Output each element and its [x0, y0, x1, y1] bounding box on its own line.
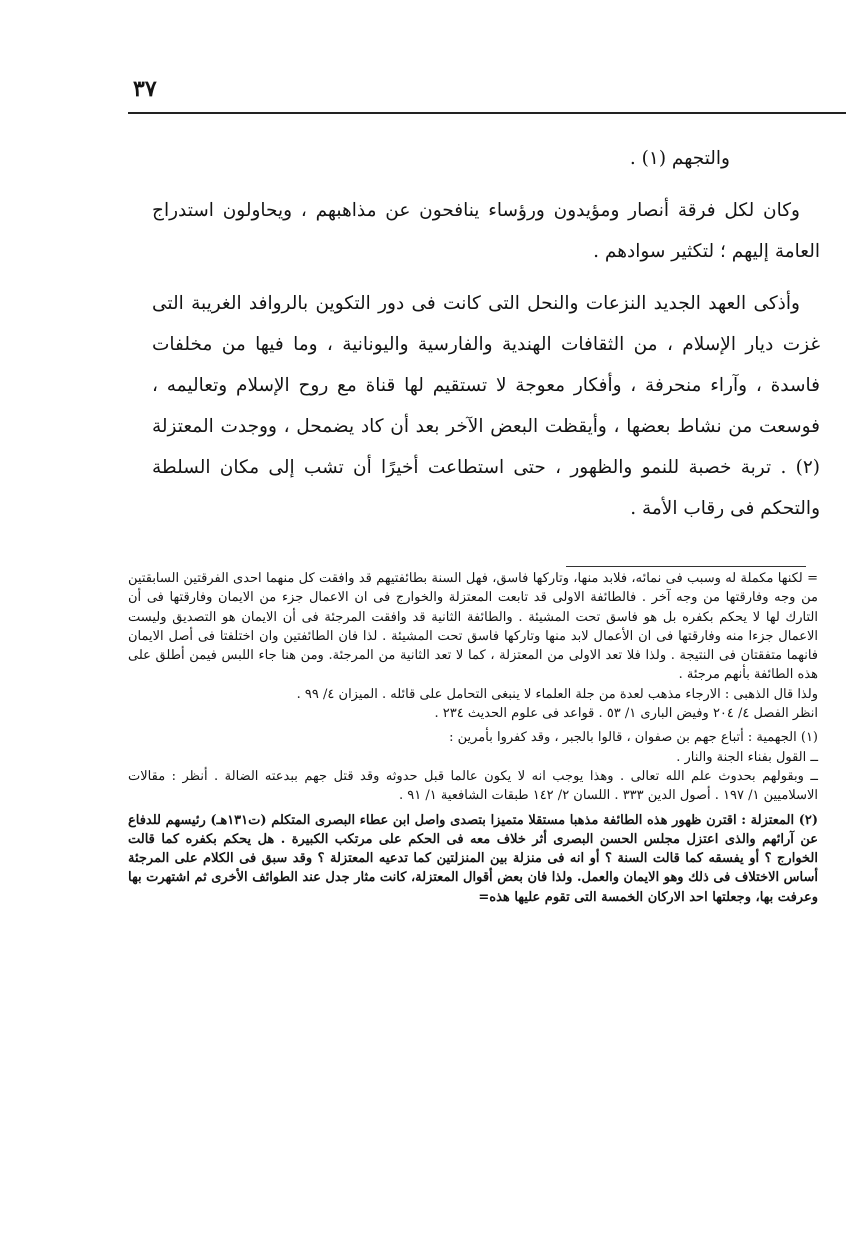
footnote-continuation: ولذا قال الذهبى : الارجاء مذهب لعدة من جلة العلماء لا ينبغى التحامل على قائله . الميزان ٤/ ٩٩ .: [296, 686, 818, 702]
body-paragraph: وأذكى العهد الجديد النزعات والنحل التى كانت فى دور التكوين بالروافد الغريبة التى غزت ديار الإسلام ، من الثقافات الهندية والفارسية واليونانية ، وما فيها من مخلفات فاسدة ، وآراء منحرفة ، وأفكار معوجة لا تستقيم لها قناة مع روح الإسلام وتعاليمه ، فوسعت من نشاط بعضها ، وأيقظت البعض الآخر بعد أن كاد يضمحل ، ووجدت المعتزلة (٢) . تربة خصبة للنمو والظهور ، حتى استطاعت أخيرًا أن تشب إلى مكان السلطة والتحكم فى رقاب الأمة .: [152, 293, 820, 519]
footnote-continuation: = لكنها مكملة له وسبب فى نمائه، فلابد منها، وتاركها فاسق، فهل السنة بطائفتيهم قد وافقت كل منهما احدى الفرقتين السابقتين من وجه وفارقتها من وجه آخر . فالطائفة الاولى قد تابعت المعتزلة والخوارج فى ان الاعمال جزء من الايمان وفارقتها فى أن التارك لها لا يحكم بكفره بل هو فاسق تحت المشيئة . والطائفة الثانية قد وافقت المرجئة فى أن الايمان هو التصديق وليست الاعمال جزءا منه وفارقتها فى ان الأعمال لابد منها وتاركها فاسق تحت المشيئة . لذا فان الطائفتين وان اختلفتا فى أصل الايمان فانهما متفقتان فى النتيجة . ولذا فلا تعد الاولى من المعتزلة ، كما لا تعد الثانية من المرجئة. ومن هنا جاء اللبس فيمن أطلق على هذه الطائفة بأنهم مرجئة .: [128, 571, 818, 683]
header-rule: [128, 112, 846, 114]
body-paragraph: وكان لكل فرقة أنصار ومؤيدون ورؤساء ينافحون عن مذاهبهم ، ويحاولون استدراج العامة إليهم ؛ لتكثير سوادهم .: [152, 200, 820, 262]
footnote-reference: انظر الفصل ٤/ ٢٠٤ وفيض البارى ١/ ٥٣ . قواعد فى علوم الحديث ٢٣٤ .: [434, 706, 818, 722]
page-number: ٣٧: [133, 76, 157, 102]
footnotes: [128, 569, 818, 907]
body-paragraph: والتجهم (١) .: [629, 148, 730, 169]
footnote-1-item: ــ القول بفناء الجنة والنار .: [676, 749, 818, 765]
footnote-2: (٢) المعتزلة : اقترن ظهور هذه الطائفة مذهبا مستقلا متميزا بتصدى واصل ابن عطاء البصرى المتكلم (ت١٣١هـ) رئيسهم للدفاع عن آرائهم والذى اعتزل مجلس الحسن البصرى أثر خلاف معه فى الحكم على مرتكب الكبيرة . هل يحكم بكفره كما قالت الخوارج ؟ أو يفسقه كما قالت السنة ؟ أو انه فى منزلة بين المنزلتين كما تدعيه المعتزلة ؟ وقد سبق فى الكلام على المرجئة أساس الاختلاف فى ذلك وهو الايمان والعمل. ولذا فان بعض أقوال المعتزلة، كانت مثار جدل عند الطوائف الأخرى ثم اشتهرت بها وعرفت بها، وجعلتها احد الاركان الخمسة التى تقوم عليها هذه=: [128, 812, 818, 905]
footnote-separator: [566, 566, 806, 567]
main-text: [152, 138, 820, 540]
footnote-1: (١) الجهمية : أتباع جهم بن صفوان ، قالوا بالجبر ، وقد كفروا بأمرين :: [449, 730, 818, 746]
footnote-1-item: ــ وبقولهم بحدوث علم الله تعالى . وهذا يوجب انه لا يكون عالما قبل حدوثه وقد قتل جهم ببدعته الضالة . أنظر : مقالات الاسلاميين ١/ ١٩٧ . أصول الدين ٣٣٣ . اللسان ٢/ ١٤٢ طبقات الشافعية ١/ ٩١ .: [128, 768, 818, 804]
